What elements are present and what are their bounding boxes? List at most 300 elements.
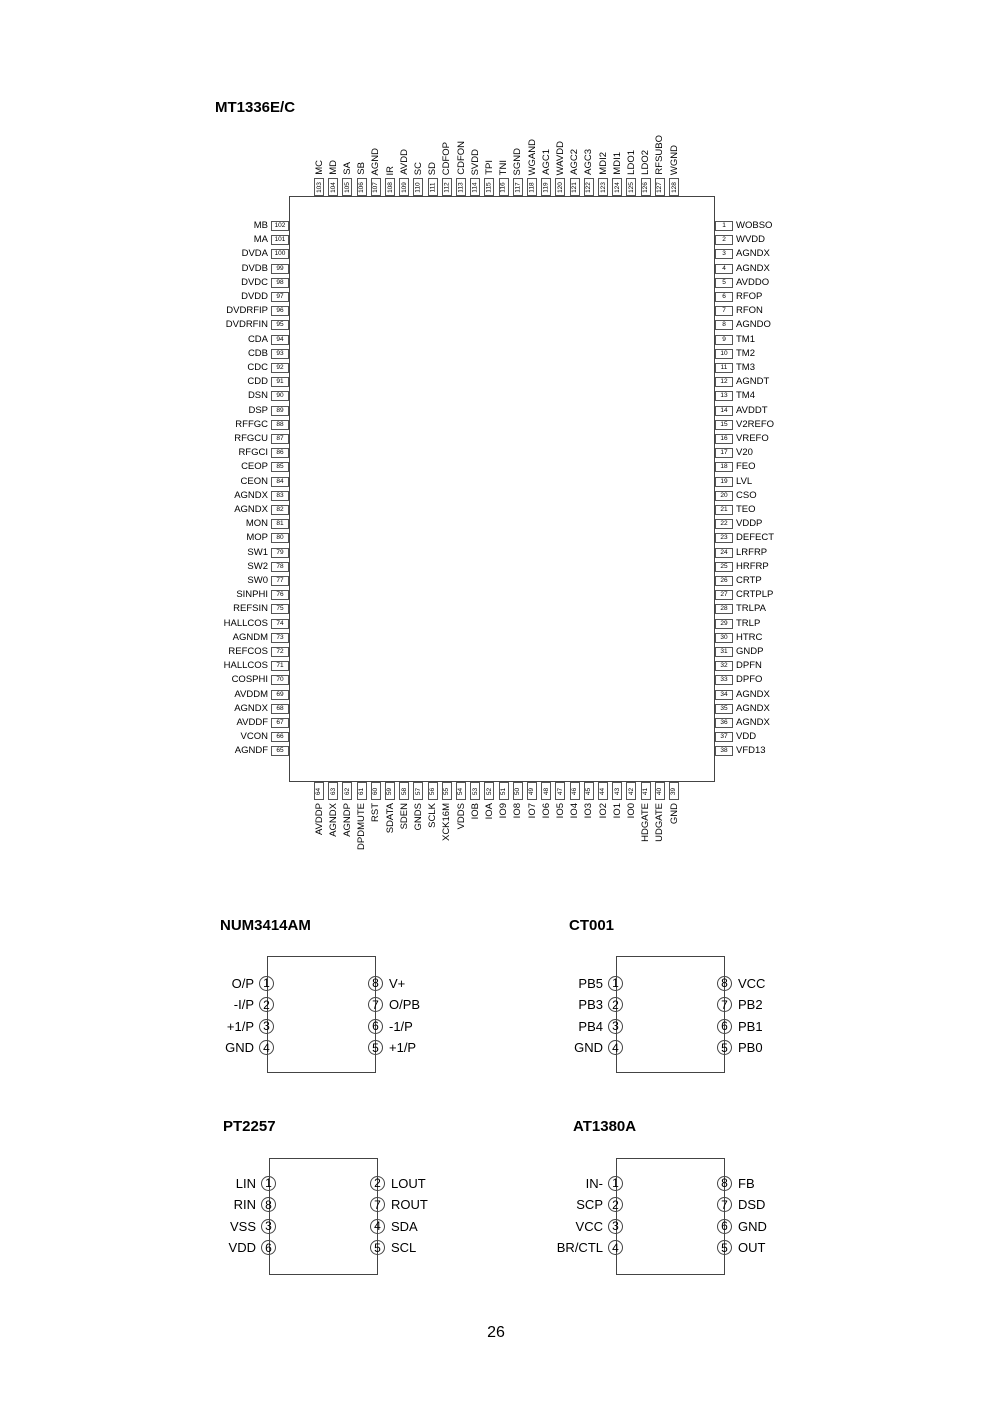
pin-name: IO8 <box>512 803 524 819</box>
pin-name: +1/P <box>226 1018 254 1034</box>
mt1336-pin-left <box>254 234 289 246</box>
pin-name: REFSIN <box>233 603 268 615</box>
mt1336-pin-top <box>540 149 552 196</box>
mt1336-pin-right <box>715 674 762 686</box>
mt1336-pin-bottom <box>583 782 595 818</box>
pin-name: CDD <box>247 376 268 388</box>
pin-name: SCL <box>391 1240 417 1255</box>
pin-name: AGND <box>370 147 382 175</box>
dip-pin-left <box>574 1039 623 1057</box>
mt1336-pin-top <box>569 149 581 196</box>
pin-name: RFGCU <box>234 433 268 444</box>
pin-number-box <box>456 178 466 196</box>
pin-number: 128 <box>670 181 678 193</box>
pin-number: 120 <box>556 181 564 193</box>
dip-pin-left <box>232 974 274 992</box>
pin-name: CDC <box>247 362 268 373</box>
pin-number: 101 <box>271 235 289 245</box>
pin-name: O/PB <box>389 997 421 1012</box>
pin-name: HALLCOS <box>223 617 268 629</box>
pin-number: 7 <box>368 997 383 1012</box>
pin-number: 1 <box>715 221 733 231</box>
pin-name: AVDDP <box>313 803 325 836</box>
pin-name: WVDD <box>736 234 766 246</box>
mt1336-pin-top <box>441 142 453 196</box>
pin-number: 99 <box>271 264 289 274</box>
pin-name: LVL <box>736 475 753 487</box>
mt1336-pin-top <box>640 150 652 196</box>
pin-name: TM4 <box>736 390 755 402</box>
pin-name: AGNDT <box>736 376 770 388</box>
pin-number: 37 <box>715 732 733 742</box>
pin-number-box <box>669 178 679 196</box>
pin-number: 55 <box>443 787 451 795</box>
mt1336-pin-top <box>554 141 566 196</box>
dip-pin-right <box>368 974 405 992</box>
pin-name: VCC <box>575 1218 603 1234</box>
mt1336-pin-left <box>234 504 289 516</box>
mt1336-pin-left <box>247 561 289 573</box>
pin-number: 4 <box>608 1240 623 1255</box>
dip-body <box>269 1158 378 1275</box>
pin-number-box <box>541 178 551 196</box>
pin-number: 22 <box>715 519 733 529</box>
pin-number: 52 <box>485 787 493 795</box>
pin-name: CSO <box>736 489 757 501</box>
pin-name: CRTP <box>736 575 762 586</box>
mt1336-pin-right <box>715 220 772 232</box>
pin-name: AGNDX <box>736 688 770 700</box>
pin-number-box <box>555 782 565 800</box>
pin-name: PB5 <box>578 975 603 991</box>
pin-name: VCON <box>240 731 268 743</box>
pin-number: 111 <box>429 182 437 192</box>
pin-name: GNDS <box>412 803 424 831</box>
pin-number: 7 <box>370 1197 385 1212</box>
mt1336-pin-left <box>226 305 289 317</box>
pin-name: IO7 <box>526 803 538 819</box>
pin-name: -1/P <box>389 1018 413 1034</box>
pin-name: MB <box>253 220 268 231</box>
pin-number-box <box>328 178 338 196</box>
pin-name: DVDB <box>241 262 268 274</box>
dip-pin-left <box>576 1196 623 1214</box>
pin-number: 19 <box>715 477 733 487</box>
mt1336-pin-top <box>398 149 410 196</box>
pin-number: 3 <box>715 249 733 259</box>
pin-number: 49 <box>528 787 536 795</box>
pin-number: 5 <box>717 1040 732 1055</box>
pin-number-box <box>314 178 324 196</box>
pin-number-box <box>413 782 423 800</box>
mt1336-pin-right <box>715 532 774 544</box>
mt1336-pin-right <box>715 447 753 459</box>
pin-name: CRTPLP <box>736 589 774 601</box>
pin-number: 89 <box>271 406 289 416</box>
dip-pin-left <box>236 1174 276 1192</box>
pin-name: DVDD <box>241 291 268 302</box>
pin-number: 16 <box>715 434 733 444</box>
pin-number: 54 <box>457 787 465 795</box>
mt1336-pin-right <box>715 376 769 388</box>
mt1336-pin-left <box>241 731 289 743</box>
pin-name: SW2 <box>247 560 268 572</box>
pin-number: 126 <box>642 181 650 193</box>
pin-number: 6 <box>368 1019 383 1034</box>
mt1336-pin-right <box>715 490 757 502</box>
mt1336-pin-bottom <box>512 782 524 818</box>
pin-number: 74 <box>271 619 289 629</box>
pin-name: CEON <box>240 475 268 487</box>
pin-name: SB <box>356 162 368 175</box>
pin-number: 5 <box>370 1240 385 1255</box>
mt1336-pin-right <box>715 277 769 289</box>
pin-number: 119 <box>542 181 550 193</box>
dip-pin-right <box>717 996 763 1014</box>
mt1336-pin-left <box>247 376 289 388</box>
pin-name: HDGATE <box>640 803 652 842</box>
pin-number: 73 <box>271 633 289 643</box>
pin-number: 63 <box>329 787 337 795</box>
mt1336-pin-bottom <box>356 782 368 850</box>
pin-name: LIN <box>235 1175 256 1191</box>
pin-number: 33 <box>715 675 733 685</box>
pin-name: SVDD <box>469 148 481 175</box>
pin-number: 82 <box>271 505 289 515</box>
pin-number-box <box>570 178 580 196</box>
pin-name: RST <box>370 803 382 822</box>
pin-name: IO3 <box>583 803 595 819</box>
pin-name: IOA <box>483 803 495 820</box>
pin-number: 10 <box>715 349 733 359</box>
mt1336-pin-left <box>236 589 289 601</box>
pin-number: 69 <box>271 690 289 700</box>
pin-name: CDFOP <box>441 141 453 175</box>
pin-name: LDO2 <box>640 150 652 175</box>
mt1336-pin-right <box>715 717 770 729</box>
mt1336-pin-bottom <box>412 782 424 830</box>
pin-number-box <box>470 782 480 800</box>
pin-number-box <box>399 782 409 800</box>
pin-number: 47 <box>556 787 564 795</box>
dip-pin-left <box>578 974 623 992</box>
pin-name: MOP <box>246 532 268 544</box>
pin-number: 64 <box>315 787 323 795</box>
mt1336-pin-left <box>233 632 289 644</box>
pin-number: 65 <box>271 746 289 756</box>
mt1336-pin-right <box>715 703 770 715</box>
dip-pin-left <box>578 996 623 1014</box>
pin-name: -I/P <box>233 997 254 1012</box>
dip-pin-right <box>370 1174 426 1192</box>
mt1336-pin-top <box>341 162 353 196</box>
pin-name: GNDP <box>736 646 764 657</box>
pin-name: AVDDF <box>236 717 268 728</box>
pin-number: 127 <box>656 181 664 193</box>
pin-name: LRFRP <box>736 546 768 558</box>
pin-number: 102 <box>271 221 289 231</box>
pin-number-box <box>541 782 551 800</box>
pin-number-box <box>626 782 636 800</box>
mt1336-pin-right <box>715 433 769 445</box>
pin-number: 67 <box>271 718 289 728</box>
pin-number: 84 <box>271 477 289 487</box>
pin-number-box <box>641 178 651 196</box>
dip-pin-left <box>586 1174 623 1192</box>
pin-number: 66 <box>271 732 289 742</box>
mt1336-pin-left <box>235 419 289 431</box>
pin-number: 3 <box>259 1019 274 1034</box>
pin-number-box <box>584 782 594 800</box>
pin-name: AVDDO <box>736 276 770 288</box>
pin-name: LDO1 <box>625 150 637 175</box>
pin-number: 11 <box>715 363 733 373</box>
pin-name: WGAND <box>526 138 538 175</box>
pin-number: 103 <box>315 181 323 193</box>
pin-number: 75 <box>271 604 289 614</box>
pin-number-box <box>655 782 665 800</box>
mt1336-pin-top <box>611 152 623 196</box>
mt1336-pin-left <box>233 603 289 615</box>
pin-number-box <box>314 782 324 800</box>
dip-pin-right <box>717 1017 763 1035</box>
pin-number: 5 <box>715 278 733 288</box>
pin-name: GND <box>738 1218 767 1234</box>
pin-name: CEOP <box>241 461 268 473</box>
mt1336-pin-left <box>237 717 290 729</box>
pin-name: AGNDX <box>234 702 268 714</box>
pin-number: 8 <box>715 320 733 330</box>
pin-number: 4 <box>715 264 733 274</box>
pin-number: 118 <box>528 181 536 193</box>
pin-number-box <box>442 178 452 196</box>
mt1336-title: MT1336E/C <box>215 99 296 116</box>
mt1336-pin-top <box>370 148 382 196</box>
dip-pin-left <box>576 1217 623 1235</box>
pin-number: 116 <box>500 181 508 193</box>
pin-name: OUT <box>738 1240 766 1255</box>
pin-name: DVDC <box>241 276 268 288</box>
mt1336-pin-right <box>715 234 765 246</box>
pin-number: 8 <box>717 976 732 991</box>
mt1336-pin-right <box>715 731 756 743</box>
pin-number: 44 <box>599 787 607 795</box>
mt1336-pin-bottom <box>526 782 538 818</box>
pin-name: HALLCOS <box>223 660 268 672</box>
pin-name: DVDRFIP <box>226 305 268 317</box>
pin-name: VDD <box>228 1240 256 1255</box>
mt1336-pin-right <box>715 504 756 516</box>
pin-number-box <box>499 178 509 196</box>
mt1336-pin-bottom <box>327 782 339 837</box>
mt1336-pin-top <box>597 152 609 196</box>
pin-number: 4 <box>608 1040 623 1055</box>
pin-number: 68 <box>271 704 289 714</box>
pin-name: SGND <box>512 147 524 175</box>
pin-number-box <box>612 782 622 800</box>
pin-name: TM2 <box>736 347 755 359</box>
pin-number: 124 <box>613 181 621 193</box>
pin-number: 106 <box>358 181 366 193</box>
pin-number: 1 <box>608 976 623 991</box>
mt1336-pin-top <box>625 150 637 196</box>
mt1336-pin-bottom <box>341 782 353 837</box>
pin-number: 86 <box>271 448 289 458</box>
pin-number: 7 <box>717 997 732 1012</box>
mt1336-pin-bottom <box>597 782 609 818</box>
pin-number: 8 <box>368 976 383 991</box>
pin-number-box <box>555 178 565 196</box>
mt1336-pin-left <box>224 660 289 672</box>
pin-name: GND <box>574 1040 603 1055</box>
pin-number-box <box>385 782 395 800</box>
pin-number: 8 <box>717 1176 732 1191</box>
pin-name: AGNDX <box>234 489 268 501</box>
pin-name: AVDD <box>398 149 410 175</box>
pin-number: 28 <box>715 604 733 614</box>
pin-number: 6 <box>715 292 733 302</box>
pin-number: 41 <box>642 787 650 795</box>
pin-number: 6 <box>261 1240 276 1255</box>
pin-number-box <box>669 782 679 800</box>
mt1336-pin-left <box>248 348 289 360</box>
pin-number-box <box>371 178 381 196</box>
dip-title: PT2257 <box>223 1118 276 1135</box>
mt1336-pin-bottom <box>441 782 453 841</box>
mt1336-pin-right <box>715 689 770 701</box>
pin-number: 113 <box>457 181 465 193</box>
pin-number: 88 <box>271 420 289 430</box>
dip-pin-right <box>370 1217 418 1235</box>
pin-number: 13 <box>715 391 733 401</box>
pin-name: TNI <box>498 159 510 175</box>
mt1336-pin-top <box>455 141 467 196</box>
pin-name: AGNDM <box>232 631 268 643</box>
pin-name: DSP <box>248 404 268 416</box>
mt1336-pin-left <box>228 646 289 658</box>
pin-name: TM3 <box>736 362 755 373</box>
pin-number: 62 <box>343 787 351 795</box>
pin-name: AGNDX <box>736 702 770 714</box>
dip-pin-right <box>717 1039 763 1057</box>
pin-number-box <box>499 782 509 800</box>
pin-number: 1 <box>608 1176 623 1191</box>
dip-pin-right <box>370 1239 416 1257</box>
mt1336-pin-right <box>715 547 767 559</box>
pin-name: SDATA <box>384 803 396 834</box>
pin-name: DEFECT <box>736 532 774 544</box>
mt1336-pin-right <box>715 248 770 260</box>
mt1336-pin-bottom <box>398 782 410 829</box>
mt1336-pin-left <box>247 575 289 587</box>
pin-name: AGNDX <box>327 803 339 837</box>
mt1336-pin-left <box>247 547 289 559</box>
pin-number: 3 <box>608 1019 623 1034</box>
mt1336-pin-bottom <box>498 782 510 818</box>
dip-pin-right <box>368 996 420 1014</box>
dip-pin-left <box>227 1017 274 1035</box>
mt1336-pin-left <box>235 745 289 757</box>
mt1336-pin-top <box>327 160 339 196</box>
pin-name: MON <box>245 518 268 530</box>
pin-number: 38 <box>715 746 733 756</box>
pin-name: IR <box>384 165 396 175</box>
pin-name: WAVDD <box>554 140 566 175</box>
pin-name: MD <box>327 160 339 175</box>
pin-number: 125 <box>627 181 635 193</box>
pin-number: 6 <box>717 1219 732 1234</box>
pin-number: 76 <box>271 590 289 600</box>
pin-number: 61 <box>358 787 366 795</box>
pin-number: 25 <box>715 562 733 572</box>
pin-number: 72 <box>271 647 289 657</box>
mt1336-pin-bottom <box>313 782 325 835</box>
pin-name: AGC2 <box>569 149 581 175</box>
pin-number-box <box>428 178 438 196</box>
pin-number: 2 <box>608 1197 623 1212</box>
mt1336-chip-body <box>289 196 715 782</box>
pin-number: 23 <box>715 533 733 543</box>
pin-name: UDGATE <box>654 803 666 842</box>
pin-name: IO1 <box>611 803 623 819</box>
pin-number: 17 <box>715 448 733 458</box>
pin-name: RFGCI <box>238 447 268 459</box>
pin-number: 105 <box>343 181 351 193</box>
mt1336-pin-bottom <box>640 782 652 842</box>
pin-number: 14 <box>715 406 733 416</box>
pin-number: 3 <box>261 1219 276 1234</box>
pin-number: 31 <box>715 647 733 657</box>
mt1336-pin-left <box>254 220 289 232</box>
pin-name: PB0 <box>738 1040 763 1055</box>
pin-number: 30 <box>715 633 733 643</box>
pin-name: DVDRFIN <box>225 319 268 331</box>
dip-pin-right <box>370 1196 428 1214</box>
pin-number: 83 <box>271 491 289 501</box>
pin-name: AVDDM <box>234 688 268 700</box>
pin-name: CDB <box>247 347 268 359</box>
pin-number: 81 <box>271 519 289 529</box>
mt1336-pin-bottom <box>654 782 666 842</box>
dip-title: AT1380A <box>573 1118 637 1135</box>
pin-number: 70 <box>271 675 289 685</box>
pin-number: 58 <box>400 787 408 795</box>
pin-name: IO5 <box>554 803 566 819</box>
pin-number-box <box>385 178 395 196</box>
pin-name: RFSUBO <box>654 135 666 175</box>
mt1336-pin-left <box>224 618 289 630</box>
pin-number: 108 <box>386 181 394 193</box>
pin-number: 115 <box>485 181 493 193</box>
mt1336-pin-bottom <box>370 782 382 822</box>
dip-pin-right <box>717 1196 765 1214</box>
pin-name: DPDMUTE <box>356 803 368 850</box>
mt1336-pin-right <box>715 305 763 317</box>
pin-number-box <box>598 782 608 800</box>
pin-number-box <box>641 782 651 800</box>
pin-number: 121 <box>571 181 579 193</box>
pin-name: AGNDO <box>736 319 771 331</box>
pin-name: RFFGC <box>235 418 268 430</box>
pin-name: PB2 <box>738 997 763 1012</box>
pin-number: 2 <box>259 997 274 1012</box>
page-number: 26 <box>487 1324 505 1341</box>
mt1336-pin-top <box>583 149 595 196</box>
mt1336-pin-left <box>226 319 289 331</box>
pin-number-box <box>428 782 438 800</box>
mt1336-pin-top <box>654 135 666 196</box>
pin-number: 32 <box>715 661 733 671</box>
